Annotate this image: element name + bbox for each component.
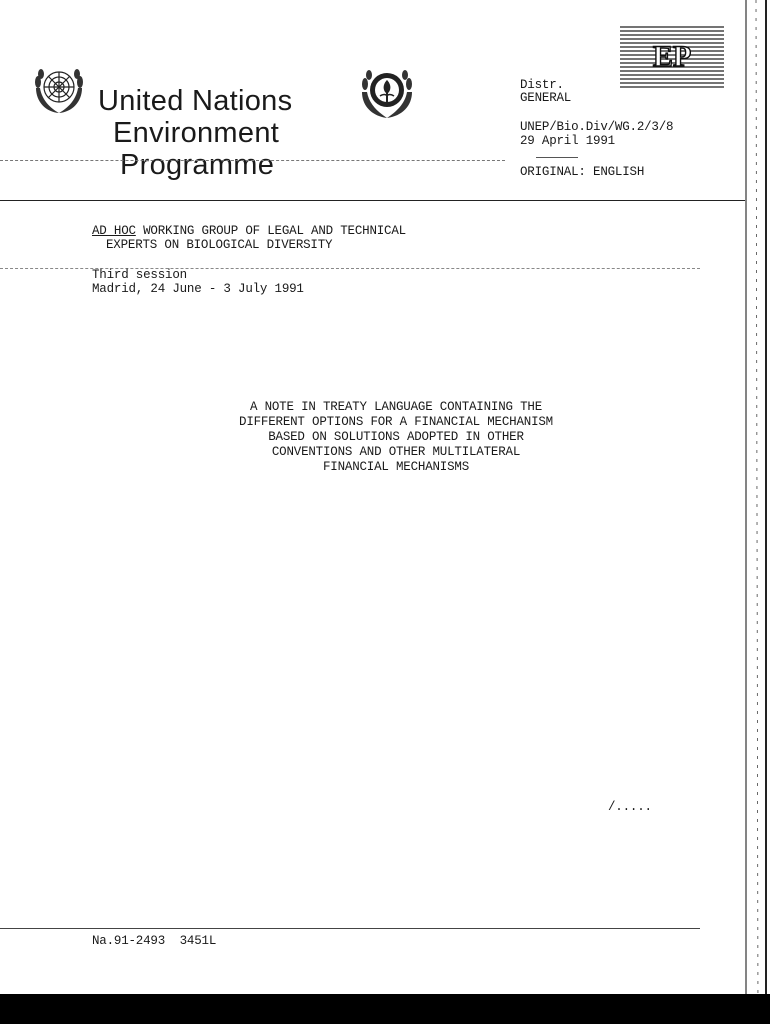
date-underline xyxy=(536,157,578,158)
original-language: ORIGINAL: ENGLISH xyxy=(520,165,645,179)
un-emblem-icon xyxy=(30,62,88,116)
footer-rule xyxy=(0,928,700,929)
session: Third session xyxy=(92,268,187,282)
header-dotted-rule xyxy=(0,160,505,161)
distr-value: GENERAL xyxy=(520,91,572,105)
place-date: Madrid, 24 June - 3 July 1991 xyxy=(92,282,304,296)
org-name-line2: Environment xyxy=(113,117,280,149)
continuation-mark: /..... xyxy=(608,800,652,814)
title-line-3: BASED ON SOLUTIONS ADOPTED IN OTHER xyxy=(268,430,524,444)
job-number xyxy=(92,934,216,948)
job-number-value: Na.91-2493 xyxy=(92,934,166,948)
unep-emblem-icon xyxy=(356,64,418,120)
org-name-line1: United Nations xyxy=(98,85,293,117)
title-line-2: DIFFERENT OPTIONS FOR A FINANCIAL MECHANISM xyxy=(239,415,553,429)
scan-bottom-edge xyxy=(0,994,770,1024)
meeting-line1 xyxy=(92,224,406,238)
document-title xyxy=(196,400,596,475)
header-rule xyxy=(0,200,745,201)
distr-label: Distr. xyxy=(520,78,564,92)
org-name-line3: Programme xyxy=(120,149,275,181)
ep-logo xyxy=(620,24,724,90)
ep-logo-text: EP xyxy=(652,40,692,73)
job-code: 3451L xyxy=(179,934,217,948)
meeting-line2: EXPERTS ON BIOLOGICAL DIVERSITY xyxy=(106,238,333,252)
document-symbol: UNEP/Bio.Div/WG.2/3/8 xyxy=(520,120,674,134)
meeting-adhoc: AD HOC xyxy=(92,224,136,238)
document-date: 29 April 1991 xyxy=(520,134,615,148)
title-line-4: CONVENTIONS AND OTHER MULTILATERAL xyxy=(271,445,521,459)
scan-right-edge xyxy=(742,0,770,1024)
title-line-1: A NOTE IN TREATY LANGUAGE CONTAINING THE xyxy=(249,400,543,414)
title-line-5: FINANCIAL MECHANISMS xyxy=(322,460,470,474)
meeting-line1-rest: WORKING GROUP OF LEGAL AND TECHNICAL xyxy=(135,224,406,238)
